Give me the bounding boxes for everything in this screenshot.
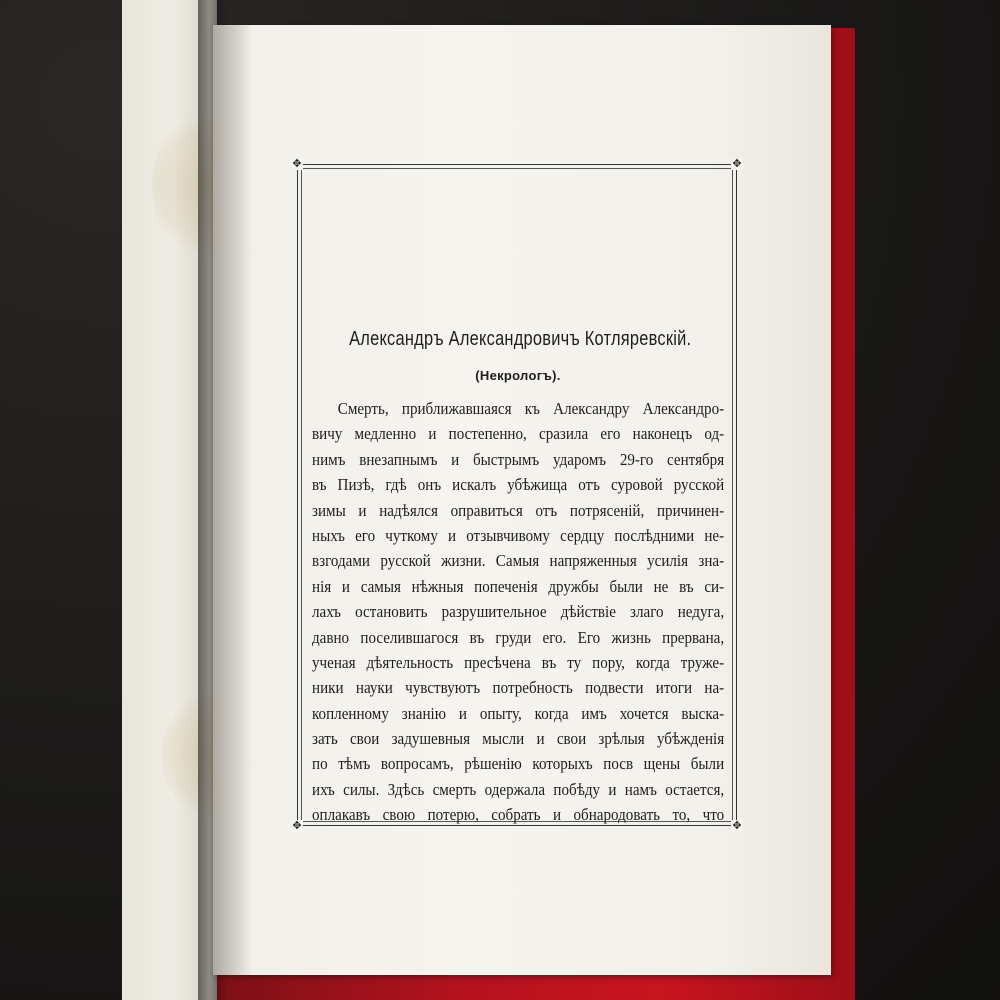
text-line: въ Пизѣ, гдѣ онъ искалъ убѣжища отъ суровой русской: [312, 475, 725, 495]
page-title: Александръ Александровичъ Котляревскій.: [349, 328, 692, 350]
text-line: оплакавъ свою потерю, собрать и обнародовать то, что: [312, 805, 725, 825]
corner-ornament-icon: ✥: [292, 157, 302, 170]
page-text: [312, 328, 724, 828]
corner-ornament-icon: ✥: [292, 819, 302, 832]
page-subtitle: (Некрологъ).: [475, 368, 561, 383]
text-line: ученая дѣятельность пресѣчена въ ту пору, когда труже-: [312, 652, 725, 672]
text-line: нимъ внезапнымъ и быстрымъ ударомъ 29-го сентября: [312, 449, 725, 469]
text-line: Смерть, приближавшаяся къ Александру Александро-: [337, 399, 725, 418]
text-line: ихъ силы. Здѣсь смерть одержала побѣду и намъ остается,: [312, 779, 725, 799]
corner-ornament-icon: ✥: [732, 819, 742, 832]
text-line: копленному знанію и опыту, когда имъ хочется выска-: [312, 703, 725, 723]
text-line: ныхъ его чуткому и отзывчивому сердцу послѣдними не-: [312, 525, 725, 545]
corner-ornament-icon: ✥: [732, 157, 742, 170]
text-line: ники науки чувствуютъ потребность подвести итоги на-: [312, 678, 725, 698]
text-line: зимы и надѣялся оправиться отъ потрясеній, причинен-: [312, 500, 725, 520]
text-line: лахъ остановить разрушительное дѣйствіе злаго недуга,: [312, 602, 725, 622]
text-line: давно поселившагося въ груди его. Его жизнь прервана,: [312, 627, 725, 647]
text-line: по тѣмъ вопросамъ, рѣшенію которыхъ посв щены были: [312, 754, 725, 774]
body-paragraph: [312, 396, 724, 828]
text-line: взгодами русской жизни. Самыя напряженныя усилія зна-: [312, 551, 725, 571]
text-line: зать свои задушевныя мысли и свои зрѣлыя убѣжденія: [312, 729, 725, 749]
text-line: нія и самыя нѣжныя попеченія дружбы были не въ си-: [312, 576, 725, 596]
text-line: вичу медленно и постепенно, сразила его наконецъ од-: [312, 424, 725, 444]
